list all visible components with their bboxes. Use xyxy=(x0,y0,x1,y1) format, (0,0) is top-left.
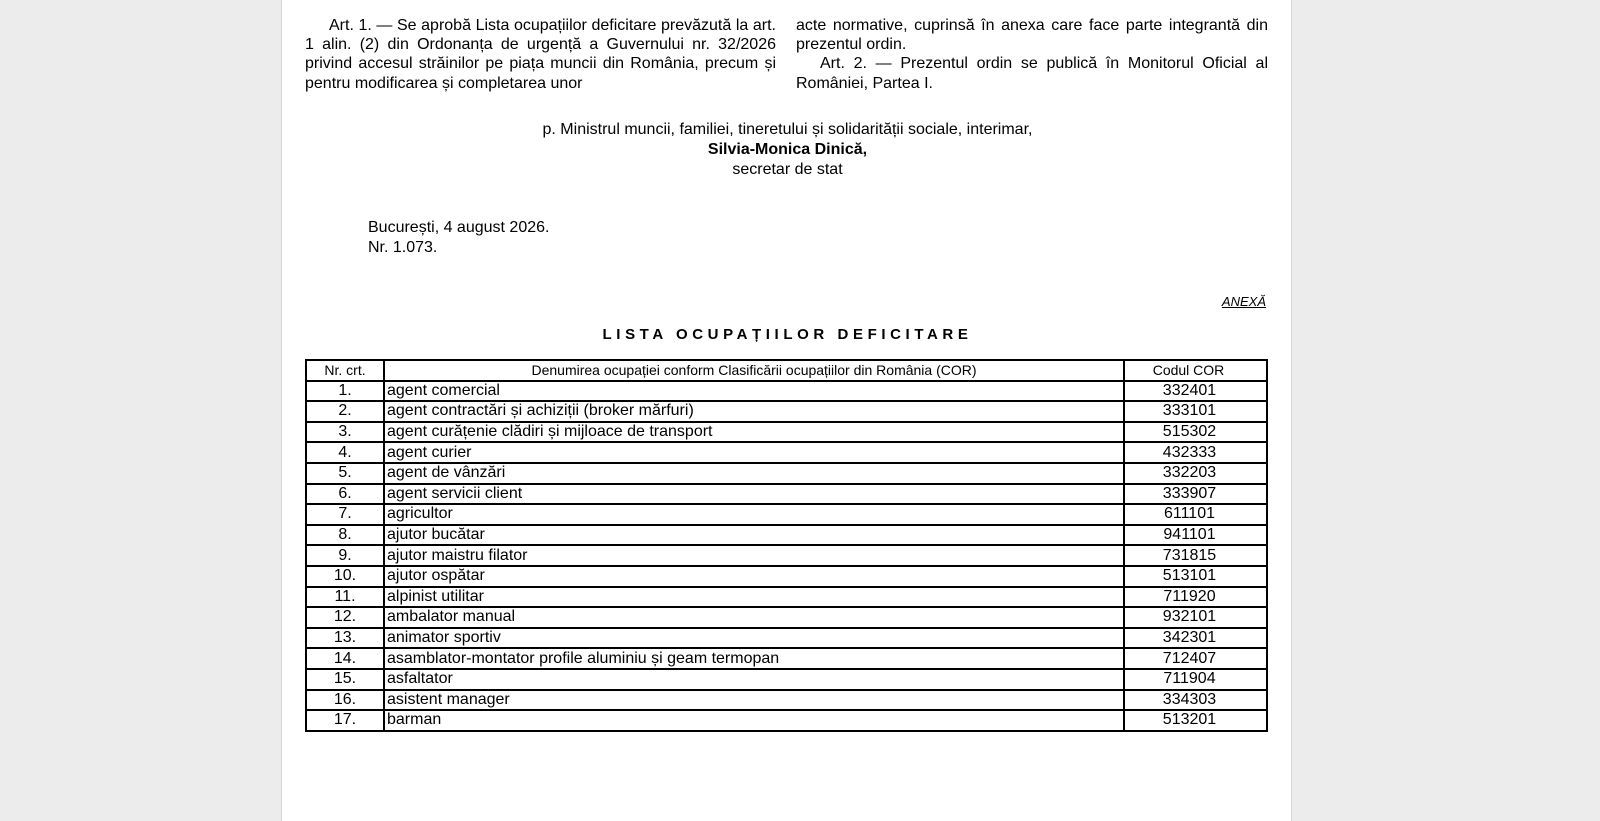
table-row xyxy=(306,690,1267,711)
row-occupation: asfaltator xyxy=(384,669,1124,690)
header-nr: Nr. crt. xyxy=(306,360,384,381)
row-cod: 941101 xyxy=(1124,525,1267,546)
table-row xyxy=(306,381,1267,402)
row-occupation: asistent manager xyxy=(384,690,1124,711)
table-row xyxy=(306,545,1267,566)
row-nr: 6. xyxy=(306,484,384,505)
row-occupation: ajutor maistru filator xyxy=(384,545,1124,566)
table-row xyxy=(306,504,1267,525)
row-occupation: agent de vânzări xyxy=(384,463,1124,484)
row-nr: 14. xyxy=(306,648,384,669)
row-occupation: agent curățenie clădiri și mijloace de transport xyxy=(384,422,1124,443)
row-cod: 711904 xyxy=(1124,669,1267,690)
row-cod: 332203 xyxy=(1124,463,1267,484)
row-nr: 1. xyxy=(306,381,384,402)
row-cod: 332401 xyxy=(1124,381,1267,402)
row-nr: 8. xyxy=(306,525,384,546)
row-cod: 932101 xyxy=(1124,607,1267,628)
signatory-name: Silvia-Monica Dinică, xyxy=(707,141,868,158)
row-nr: 2. xyxy=(306,401,384,422)
row-occupation: ajutor bucătar xyxy=(384,525,1124,546)
row-occupation: agent contractări și achiziții (broker mărfuri) xyxy=(384,401,1124,422)
table-row xyxy=(306,587,1267,608)
row-nr: 11. xyxy=(306,587,384,608)
row-cod: 712407 xyxy=(1124,648,1267,669)
annex-label: ANEXĂ xyxy=(1221,294,1266,309)
row-occupation: alpinist utilitar xyxy=(384,587,1124,608)
row-cod: 731815 xyxy=(1124,545,1267,566)
row-nr: 10. xyxy=(306,566,384,587)
row-cod: 432333 xyxy=(1124,442,1267,463)
table-header-row xyxy=(306,360,1267,381)
row-occupation: agricultor xyxy=(384,504,1124,525)
row-cod: 711920 xyxy=(1124,587,1267,608)
row-nr: 3. xyxy=(306,422,384,443)
row-nr: 4. xyxy=(306,442,384,463)
row-cod: 333907 xyxy=(1124,484,1267,505)
row-occupation: asamblator-montator profile aluminiu și geam termopan xyxy=(384,648,1124,669)
row-cod: 513101 xyxy=(1124,566,1267,587)
row-nr: 12. xyxy=(306,607,384,628)
table-row xyxy=(306,401,1267,422)
document-page xyxy=(281,0,1292,821)
table-row xyxy=(306,442,1267,463)
row-cod: 334303 xyxy=(1124,690,1267,711)
place-date: București, 4 august 2026. xyxy=(368,219,550,236)
row-cod: 333101 xyxy=(1124,401,1267,422)
signatory-role: secretar de stat xyxy=(732,161,843,178)
table-row xyxy=(306,607,1267,628)
article-1-continuation: acte normative, cuprinsă în anexa care face parte integrantă din prezentul ordin. xyxy=(796,17,1268,54)
row-nr: 16. xyxy=(306,690,384,711)
table-row xyxy=(306,710,1267,731)
table-row xyxy=(306,525,1267,546)
table-row xyxy=(306,566,1267,587)
row-nr: 5. xyxy=(306,463,384,484)
row-nr: 13. xyxy=(306,628,384,649)
list-title: LISTA OCUPAȚIILOR DEFICITARE xyxy=(602,326,973,343)
table-row xyxy=(306,463,1267,484)
row-occupation: animator sportiv xyxy=(384,628,1124,649)
signature-block xyxy=(282,120,1293,180)
row-occupation: agent comercial xyxy=(384,381,1124,402)
article-2-text: Art. 2. — Prezentul ordin se publică în Monitorul Oficial al României, Partea I. xyxy=(796,55,1268,92)
row-occupation: ajutor ospătar xyxy=(384,566,1124,587)
row-cod: 515302 xyxy=(1124,422,1267,443)
article-1-text: Art. 1. — Se aprobă Lista ocupațiilor deficitare prevăzută la art. 1 alin. (2) din Ordonanța de urgență a Guvernului nr. 32/2026 privind accesul străinilor pe piața muncii din România, precum și pentru modificarea și completarea unor xyxy=(305,17,776,92)
order-number: Nr. 1.073. xyxy=(368,238,438,256)
row-cod: 342301 xyxy=(1124,628,1267,649)
row-occupation: agent curier xyxy=(384,442,1124,463)
row-cod: 611101 xyxy=(1124,504,1267,525)
row-occupation: ambalator manual xyxy=(384,607,1124,628)
row-occupation: agent servicii client xyxy=(384,484,1124,505)
table-row xyxy=(306,669,1267,690)
row-cod: 513201 xyxy=(1124,710,1267,731)
table-row xyxy=(306,422,1267,443)
header-cod: Codul COR xyxy=(1124,360,1267,381)
occupations-table xyxy=(305,359,1268,732)
row-nr: 17. xyxy=(306,710,384,731)
row-nr: 7. xyxy=(306,504,384,525)
table-row xyxy=(306,648,1267,669)
place-date-block xyxy=(368,218,549,257)
row-nr: 9. xyxy=(306,545,384,566)
signature-title: p. Ministrul muncii, familiei, tineretului și solidarității sociale, interimar, xyxy=(542,121,1033,138)
text-column-left xyxy=(305,16,776,93)
table-row xyxy=(306,484,1267,505)
header-occupation: Denumirea ocupației conform Clasificării ocupațiilor din România (COR) xyxy=(384,360,1124,381)
row-occupation: barman xyxy=(384,710,1124,731)
table-row xyxy=(306,628,1267,649)
row-nr: 15. xyxy=(306,669,384,690)
text-column-right xyxy=(796,16,1268,93)
table-body xyxy=(306,381,1267,731)
